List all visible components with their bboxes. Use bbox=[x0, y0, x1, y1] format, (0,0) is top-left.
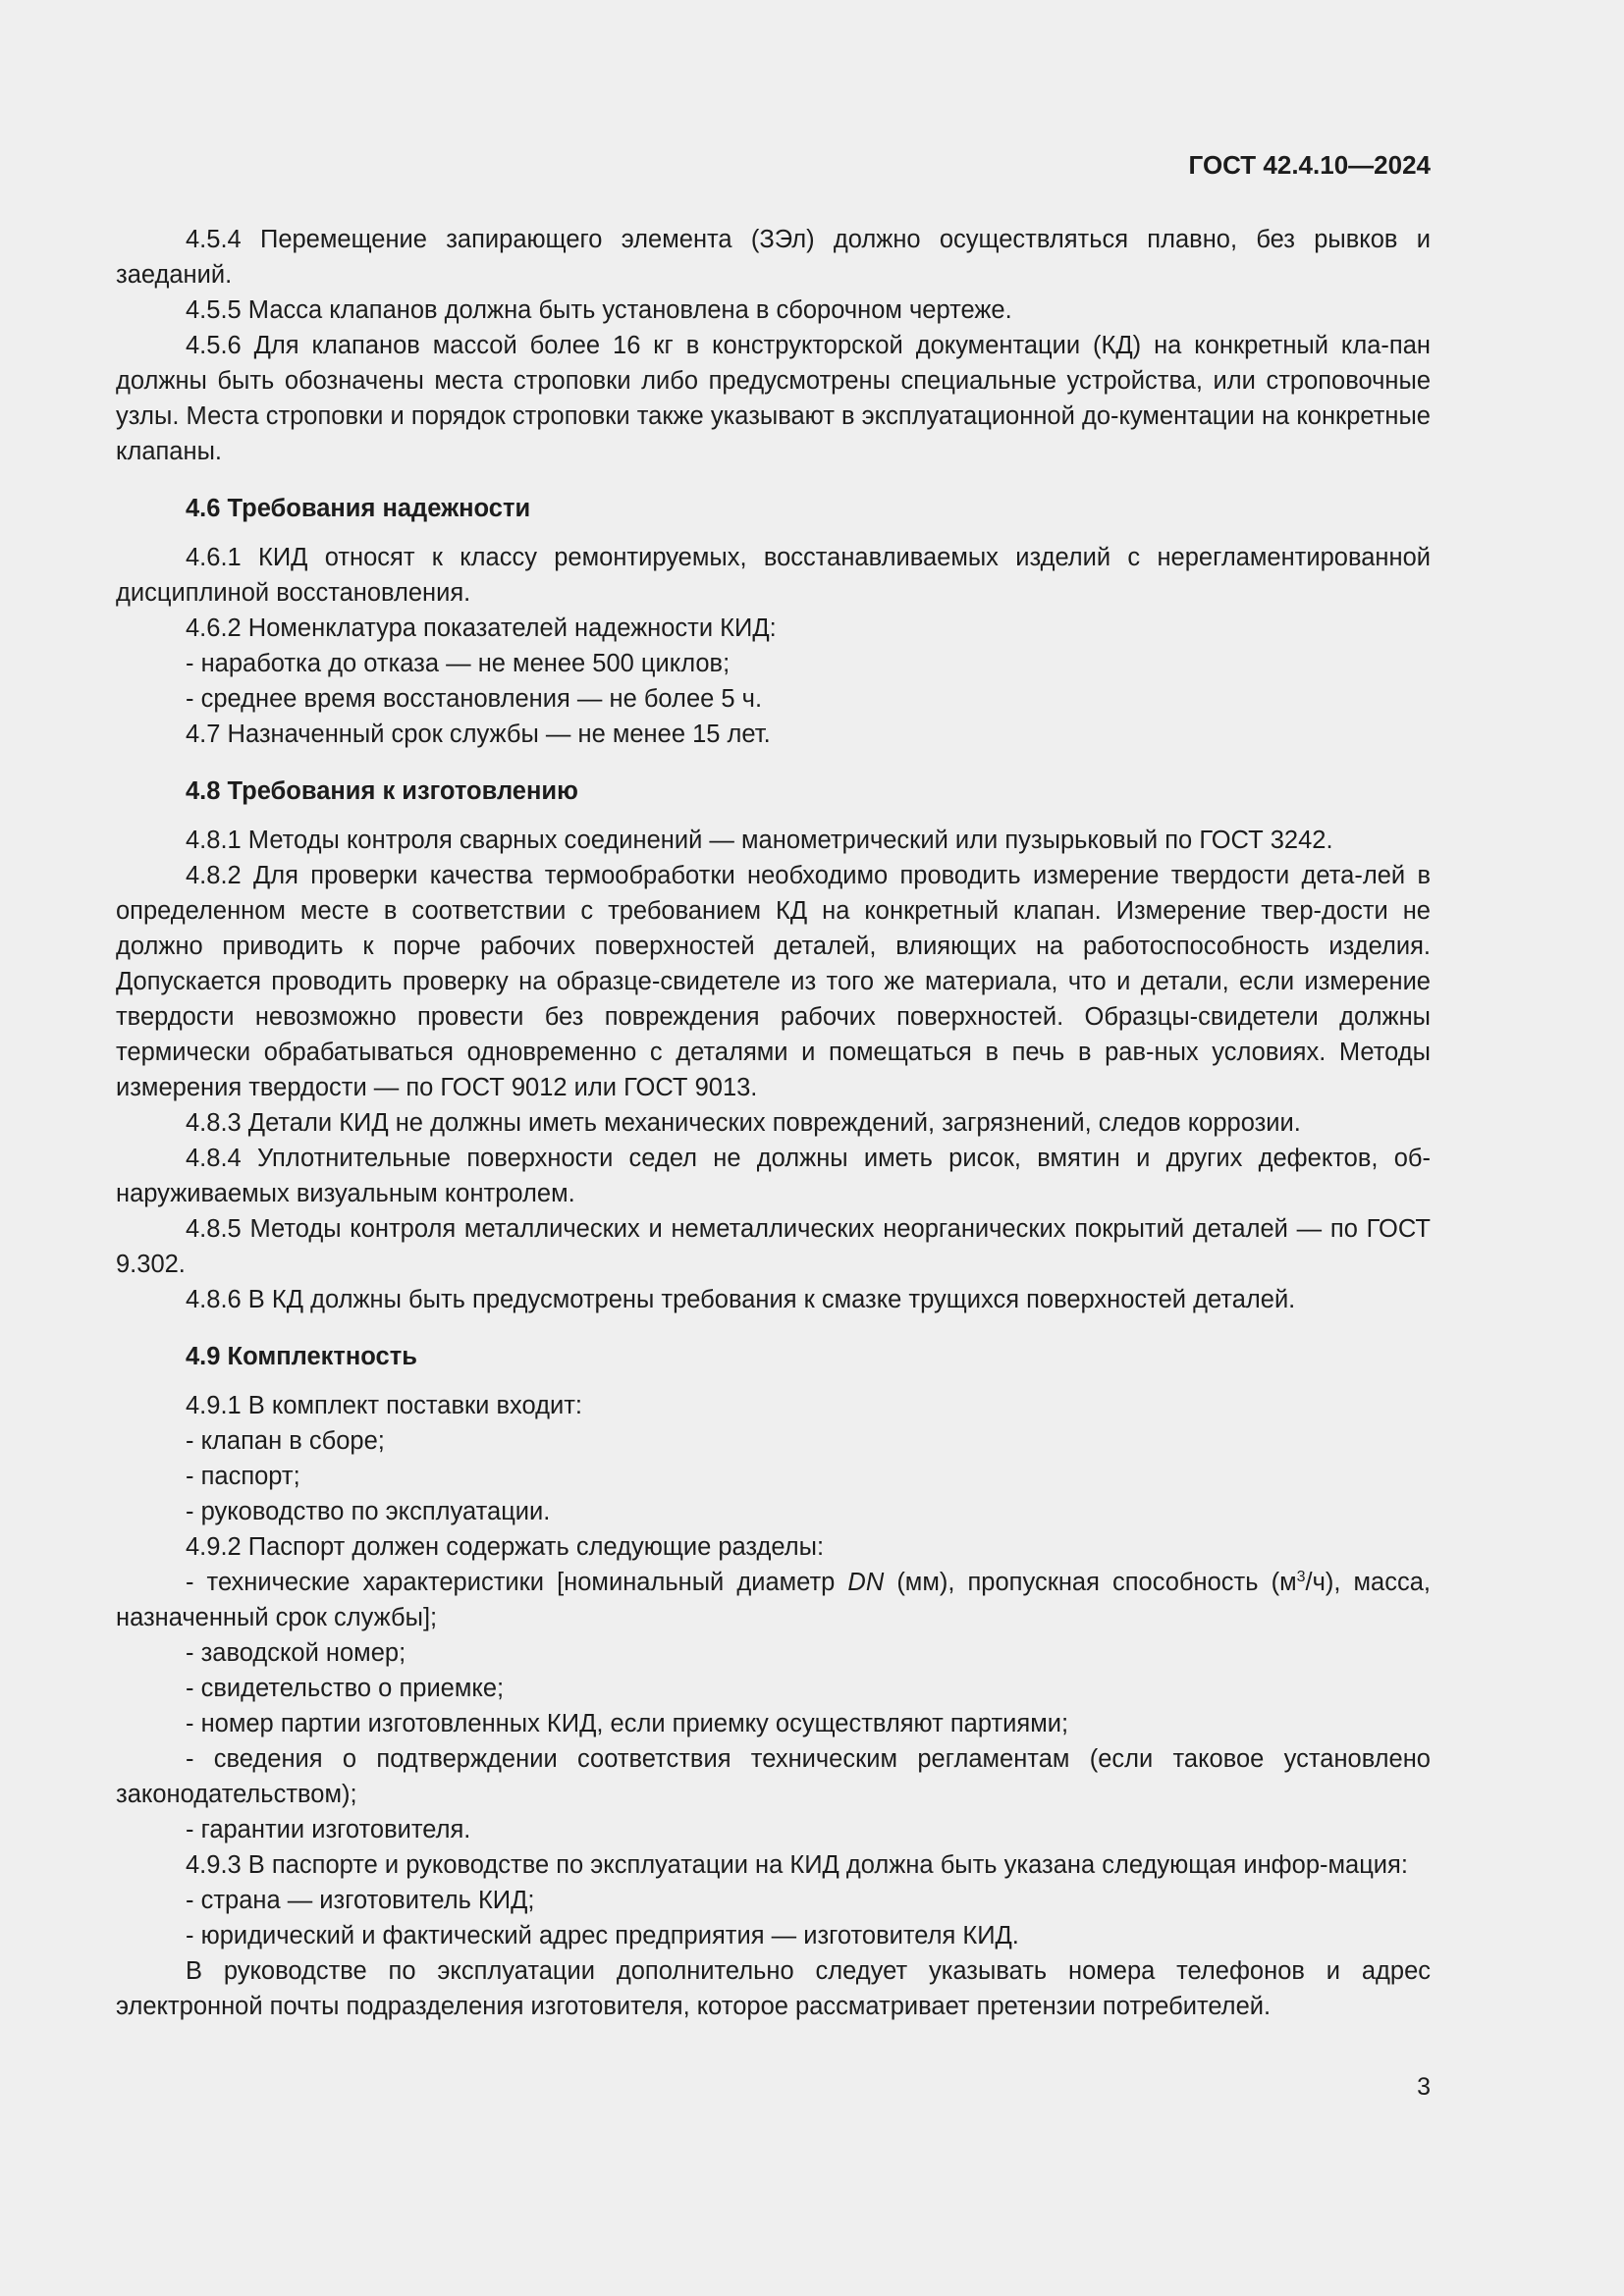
paragraph-4-8-1: 4.8.1 Методы контроля сварных соединений — манометрический или пузырьковый по ГОСТ 3242. bbox=[186, 827, 1333, 854]
document-code-header: ГОСТ 42.4.10—2024 bbox=[1188, 150, 1431, 180]
list-item: - юридический и фактический адрес предприятия — изготовителя КИД. bbox=[186, 1922, 1019, 1949]
paragraph-4-8-5: 4.8.5 Методы контроля металлических и неметаллических неорганических покрытий деталей — по ГОСТ 9.302. bbox=[116, 1215, 1431, 1278]
paragraph-4-8-6: 4.8.6 В КД должны быть предусмотрены требования к смазке трущихся поверхностей деталей. bbox=[186, 1286, 1296, 1313]
section-heading-4-9: 4.9 Комплектность bbox=[186, 1343, 417, 1370]
list-item: - паспорт; bbox=[186, 1463, 300, 1490]
list-item-technical-characteristics bbox=[116, 1565, 1431, 1635]
text-segment-italic: DN bbox=[847, 1569, 885, 1596]
list-item: - номер партии изготовленных КИД, если приемку осуществляют партиями; bbox=[186, 1710, 1069, 1737]
list-item: - свидетельство о приемке; bbox=[186, 1675, 505, 1702]
paragraph-4-9-1: 4.9.1 В комплект поставки входит: bbox=[186, 1392, 582, 1419]
list-item: - клапан в сборе; bbox=[186, 1427, 385, 1455]
paragraph-4-9-3: 4.9.3 В паспорте и руководстве по эксплуатации на КИД должна быть указана следующая инфор-мация: bbox=[186, 1851, 1408, 1879]
paragraph-4-6-2: 4.6.2 Номенклатура показателей надежности КИД: bbox=[186, 614, 777, 642]
list-item: - руководство по эксплуатации. bbox=[186, 1498, 551, 1525]
paragraph-4-8-2: 4.8.2 Для проверки качества термообработки необходимо проводить измерение твердости дета-лей в определенном месте в соответствии с требованием КД на конкретный клапан. Измерение твер-дости не должно приводить к порче рабочих поверхностей деталей, влияющих на работоспособность изделия. Допускается проводить проверку на образце-свидетеле из того же материала, что и детали, если измерение твердости невозможно провести без повреждения рабочих поверхностей. Образцы-свидетели должны термически обрабатываться одновременно с деталями и помещаться в печь в рав-ных условиях. Методы измерения твердости — по ГОСТ 9012 или ГОСТ 9013. bbox=[116, 862, 1431, 1101]
list-item: - гарантии изготовителя. bbox=[186, 1816, 471, 1843]
paragraph-4-9-2: 4.9.2 Паспорт должен содержать следующие разделы: bbox=[186, 1533, 825, 1561]
paragraph-4-5-5: 4.5.5 Масса клапанов должна быть установлена в сборочном чертеже. bbox=[186, 296, 1012, 324]
list-item: - страна — изготовитель КИД; bbox=[186, 1887, 535, 1914]
superscript: 3 bbox=[1296, 1569, 1306, 1585]
text-segment: - технические характеристики [номинальный диаметр bbox=[186, 1569, 848, 1596]
paragraph-4-5-4: 4.5.4 Перемещение запирающего элемента (ЗЭл) должно осуществляться плавно, без рывков и заеданий. bbox=[116, 226, 1431, 289]
list-item: - сведения о подтверждении соответствия техническим регламентам (если таковое установлено законодательством); bbox=[116, 1745, 1431, 1808]
page-number: 3 bbox=[1417, 2073, 1431, 2101]
document-body bbox=[116, 222, 1431, 2024]
paragraph-final: В руководстве по эксплуатации дополнительно следует указывать номера телефонов и адрес электронной почты подразделения изготовителя, которое рассматривает претензии потребителей. bbox=[116, 1957, 1431, 2020]
list-item: - заводской номер; bbox=[186, 1639, 406, 1667]
list-item: - наработка до отказа — не менее 500 циклов; bbox=[186, 650, 731, 677]
text-segment: (мм), пропускная способность (м bbox=[884, 1569, 1297, 1596]
section-heading-4-8: 4.8 Требования к изготовлению bbox=[186, 777, 578, 805]
list-item: - среднее время восстановления — не более 5 ч. bbox=[186, 685, 763, 713]
section-heading-4-6: 4.6 Требования надежности bbox=[186, 495, 531, 522]
paragraph-4-6-1: 4.6.1 КИД относят к классу ремонтируемых, восстанавливаемых изделий с нерегламентированной дисциплиной восстановления. bbox=[116, 544, 1431, 607]
text-segment: /ч), масса, назначенный срок службы]; bbox=[116, 1569, 1431, 1631]
paragraph-4-8-4: 4.8.4 Уплотнительные поверхности седел не должны иметь рисок, вмятин и других дефектов, об-наруживаемых визуальным контролем. bbox=[116, 1145, 1431, 1207]
paragraph-4-7: 4.7 Назначенный срок службы — не менее 15 лет. bbox=[186, 721, 771, 748]
paragraph-4-8-3: 4.8.3 Детали КИД не должны иметь механических повреждений, загрязнений, следов коррозии. bbox=[186, 1109, 1301, 1137]
paragraph-4-5-6: 4.5.6 Для клапанов массой более 16 кг в конструкторской документации (КД) на конкретный кла-пан должны быть обозначены места строповки либо предусмотрены специальные устройства, или строповочные узлы. Места строповки и порядок строповки также указывают в эксплуатационной до-кументации на конкретные клапаны. bbox=[116, 332, 1431, 465]
